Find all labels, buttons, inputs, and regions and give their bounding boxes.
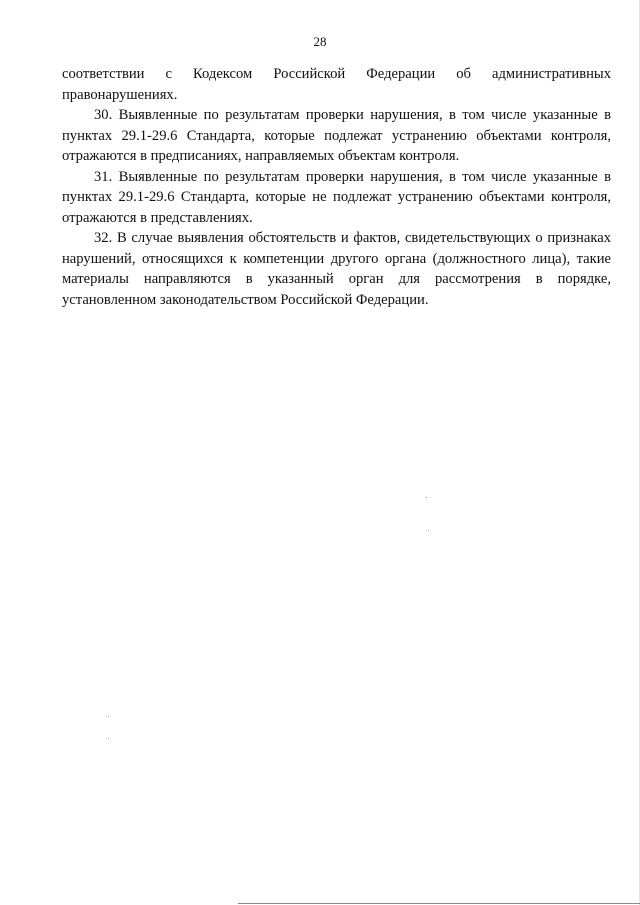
paragraph-item-32: 32. В случае выявления обстоятельств и фактов, свидетельствующих о признаках нарушений, относящихся к компетенции другого органа (должностного лица), такие материалы направляются в указанный орган для рассмотрения в порядке, установленном законодательством Российской Федерации. (62, 230, 611, 308)
scan-edge-bottom (238, 903, 640, 904)
paragraph-item-31: 31. Выявленные по результатам проверки нарушения, в том числе указанные в пунктах 29.1-29.6 Стандарта, которые не подлежат устранению объектами контроля, отражаются в представлениях. (62, 168, 611, 226)
page-number: 28 (313, 34, 327, 49)
paragraph-continuation: соответствии с Кодексом Российской Федерации об административных правонарушениях. (62, 66, 611, 103)
paragraph-item-30: 30. Выявленные по результатам проверки нарушения, в том числе указанные в пунктах 29.1-29.6 Стандарта, которые подлежат устранению объектами контроля, отражаются в предписаниях, направляемых объектам контроля. (62, 107, 611, 164)
document-body (62, 64, 611, 310)
scan-speck (108, 716, 109, 717)
scan-speck (428, 530, 429, 531)
scan-speck (426, 497, 427, 498)
scan-speck (108, 738, 109, 739)
